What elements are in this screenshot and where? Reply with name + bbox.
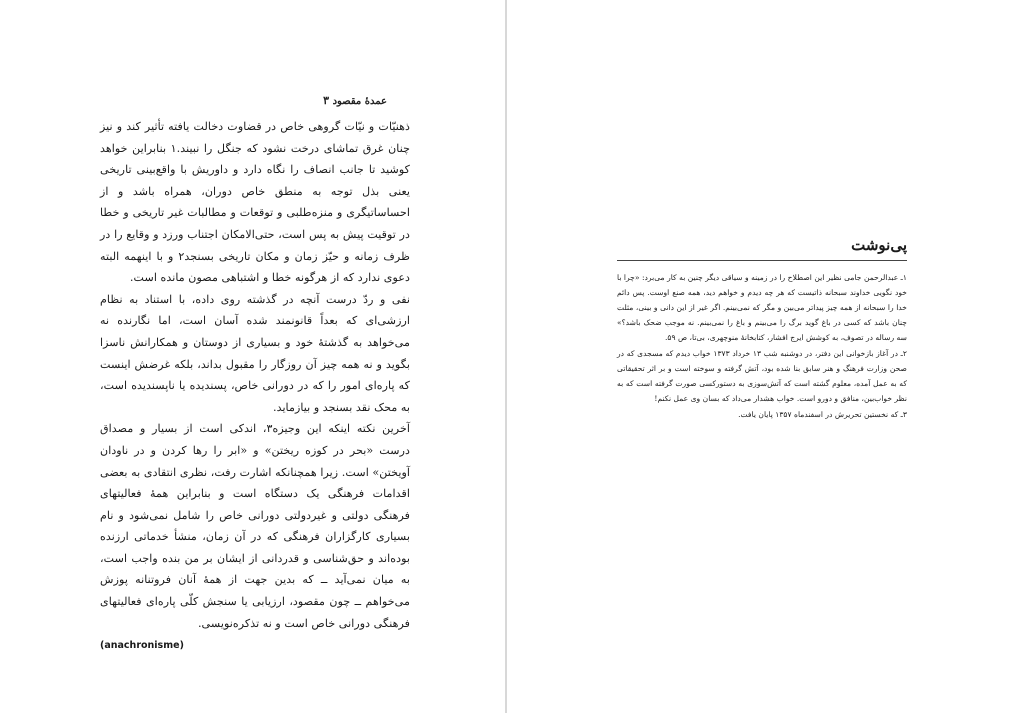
paragraph-1: ذهنیّات و نیّات گروهی خاص در قضاوت دخالت یافته تأثیر کند و نیز چنان غرق تماشای درخت نشود که جنگل را نبیند.۱ بنابراین خواهد کوشید تا جانب انصاف را نگاه دارد و داوریش با واقع‌بینی تاریخی یعنی بذل توجه به منطق خاص دوران، همراه باشد و از احساساتیگری و منزه‌طلبی و توقعات و مطالبات غیر تاریخی و خطا در توقیت پیش به پس است، حتی‌الامکان اجتناب ورزد و وقایع را در ظرف زمانه و حیّز زمان و مکان تاریخی بسنجد۲ و با اینهمه البته دعوی ندارد که از هرگونه خطا و اشتباهی مصون مانده است. bbox=[100, 120, 410, 285]
footnote-2: ۲ـ در آغاز بازخوانی این دفتر، در دوشنبه شب ۱۳ خرداد ۱۳۷۳ خواب دیدم که مسجدی که در صحن وزارت فرهنگ و هنر سابق بنا شده بود، آتش گرفته و سوخته است و بر اثر تحقیقاتی که به عمل آمده، معلوم گشته است که آتش‌سوزی به دستورکسی صورت گرفته است که به نظر خواب‌بین، منافق و دورو است. خواب هشدار می‌داد که بسان وی عمل نکنم! bbox=[617, 349, 907, 403]
footnotes bbox=[617, 270, 907, 423]
footnote-1: ۱ـ عبدالرحمن جامی نظیر این اصطلاح را در زمینه و سیاقی دیگر چنین به کار می‌برد: «چرا با خود نگویی خداوند سبحانه ذاتیست که هر چه دیدم و خواهم دید، همه صنع اوست. پس دائم خدا را سبحانه از همه چیز پیداتر می‌بین و مگر که نمی‌بینم. اگر غیر از این دانی و بینی، مثلت چنان باشد که کسی در باغ گوید برگ را می‌بینم و باغ را نمی‌بینم. نه موجب ضحک باشد؟» سه رساله در تصوف، به کوشش ایرج افشار، کتابخانۀ منوچهری، بی‌تا، ص ۵۹. bbox=[617, 273, 907, 342]
notes-title: پی‌نوشت bbox=[851, 236, 907, 254]
notes-divider bbox=[617, 260, 907, 261]
body-text bbox=[100, 116, 410, 657]
paragraph-2: نفی و ردّ درست آنچه در گذشته روی داده، با استناد به نظام ارزشی‌ای که بعداً قانونمند شده آسان است، اما نگارنده نه می‌خواهد به گذشتۀ خود و بسیاری از دوستان و همکارانش ناسزا بگوید و نه همه چیز آن روزگار را مقبول بداند، بلکه غرضش اینست که پاره‌ای امور را که در دورانی خاص، پسندیده یا ناپسندیده است، به محک نقد بسنجد و بیازماید. bbox=[100, 292, 410, 414]
latin-term: (anachronisme) bbox=[100, 640, 184, 652]
running-title: عمدۀ مقصود bbox=[332, 96, 387, 107]
right-page bbox=[507, 0, 1015, 713]
paragraph-3: آخرین نکته اینکه این وجیزه۳، اندکی است از بسیار و مصداق درست «بحر در کوزه ریختن» و «ابر را رها کردن و در ناودان آویختن» است. زیرا همچنانکه اشارت رفت، نظری انتقادی به بعضی اقدامات فرهنگی یک دستگاه است و بنابراین همۀ فعالیتهای فرهنگی دولتی و غیردولتی دورانی خاص را شامل نمی‌شود و نام بسیاری کارگزاران فرهنگی که در آن زمان، منشأ خدماتی ارزنده بوده‌اند و حق‌شناسی و قدردانی از ایشان بر من بنده واجب است، به میان نمی‌آید ــ که بدین جهت از همۀ آنان فروتنانه پوزش می‌خواهم ــ چون مقصود، ارزیابی یا سنجش کلّی پاره‌ای فعالیتهای فرهنگی دورانی خاص است و نه تذکره‌نویسی. bbox=[100, 422, 410, 630]
left-page bbox=[0, 0, 505, 713]
running-header bbox=[315, 94, 387, 107]
page-number: ۳ bbox=[323, 94, 330, 107]
footnote-3: ۳ـ که نخستین تحریرش در اسفندماه ۱۳۵۷ پایان یافت. bbox=[738, 410, 907, 419]
